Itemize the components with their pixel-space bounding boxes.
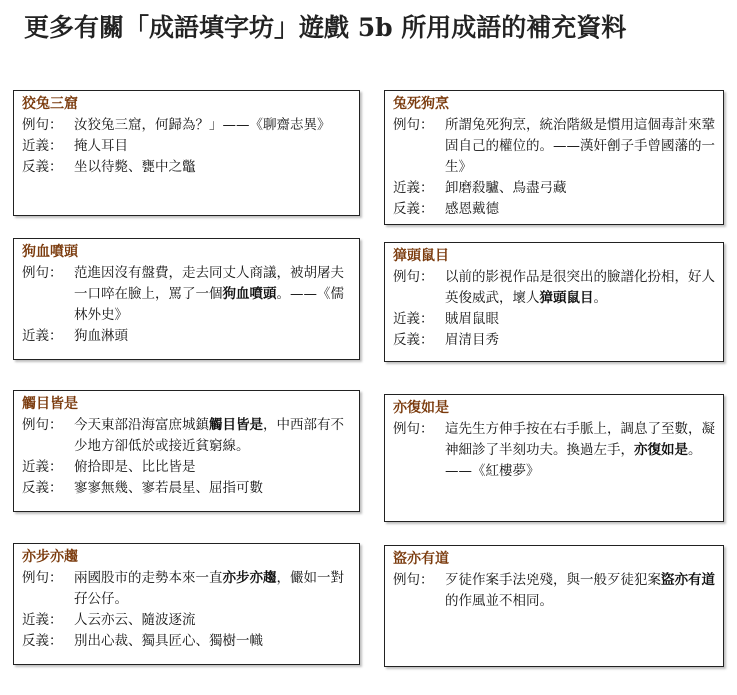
idiom-title: 亦復如是 (393, 400, 449, 416)
idiom-highlight: 獐頭鼠目 (539, 290, 594, 306)
idiom-title: 兔死狗烹 (393, 96, 449, 112)
row-text: 人云亦云、隨波逐流 (74, 612, 196, 628)
row-label: 近義： (22, 328, 63, 344)
row-label: 反義： (22, 480, 63, 496)
text-part: ，儼如一對孖公仔。 (74, 570, 344, 607)
idiom-title: 盜亦有道 (393, 551, 449, 567)
antonym-row (22, 157, 351, 178)
idiom-card-chu-mu-jie-shi (13, 390, 360, 512)
example-row (22, 568, 351, 610)
row-text: 俯拾即是、比比皆是 (74, 459, 196, 475)
idiom-card-zhang-tou-shu-mu (384, 242, 724, 362)
row-label: 反義： (22, 633, 63, 649)
row-label: 例句： (22, 117, 63, 133)
row-label: 反義： (393, 332, 434, 348)
synonym-row (22, 326, 351, 347)
row-label: 例句： (393, 572, 434, 588)
text-part: 這先生方伸手按在右手脈上，調息了至數，凝神細診了半刻功夫。換過左手， (445, 421, 715, 458)
synonym-row (22, 136, 351, 157)
row-text: 寥寥無幾、寥若晨星、屈指可數 (74, 480, 263, 496)
row-text (74, 263, 351, 326)
antonym-row (22, 478, 351, 499)
row-text: 眉清目秀 (445, 332, 499, 348)
text-part: 。——《儒林外史》 (74, 286, 344, 323)
idiom-highlight: 亦復如是 (634, 442, 688, 458)
row-label: 近義： (393, 311, 434, 327)
example-row (22, 115, 351, 136)
idiom-card-yi-fu-ru-shi (384, 394, 724, 522)
row-label: 例句： (393, 117, 434, 133)
row-text: 掩人耳目 (74, 138, 128, 154)
row-text (445, 267, 715, 309)
row-text (74, 568, 351, 610)
row-label: 例句： (22, 417, 63, 433)
page-title: 更多有關「成語填字坊」遊戲 5b 所用成語的補充資料 (24, 13, 627, 42)
idiom-highlight: 亦步亦趨 (222, 570, 277, 586)
row-label: 近義： (22, 459, 63, 475)
row-text: 所謂兔死狗烹，統治階級是慣用這個毒計來鞏固自己的權位的。——漢奸劊子手曾國藩的一生》 (445, 117, 715, 175)
antonym-row (393, 199, 715, 220)
idiom-title: 觸目皆是 (22, 396, 78, 412)
row-text: 坐以待斃、甕中之鼈 (74, 159, 196, 175)
text-part: 歹徒作案手法兇殘，與一般歹徒犯案 (445, 572, 661, 588)
row-label: 近義： (22, 138, 63, 154)
idiom-highlight: 盜亦有道 (661, 572, 715, 588)
idiom-title: 亦步亦趨 (22, 549, 78, 565)
row-label: 反義： (393, 201, 434, 217)
row-label: 例句： (22, 265, 63, 281)
idiom-card-dao-yi-you-dao (384, 545, 724, 667)
synonym-row (22, 610, 351, 631)
idiom-title: 狡兔三窟 (22, 96, 78, 112)
row-label: 例句： (393, 269, 434, 285)
row-text: 汝狡兔三窟，何歸為？」——《聊齋志異》 (74, 117, 331, 133)
row-text (445, 419, 715, 482)
row-label: 例句： (393, 421, 434, 437)
idiom-title: 狗血噴頭 (22, 244, 78, 260)
idiom-card-tu-si-gou-peng (384, 90, 724, 225)
idiom-card-yi-bu-yi-qu (13, 543, 360, 665)
text-part: 以前的影視作品是很突出的臉譜化扮相，好人英俊威武，壞人 (445, 269, 715, 306)
idiom-highlight: 觸目皆是 (209, 417, 263, 433)
row-text: 賊眉鼠眼 (445, 311, 499, 327)
row-text: 狗血淋頭 (74, 328, 128, 344)
row-label: 例句： (22, 570, 63, 586)
example-row (393, 267, 715, 309)
row-label: 反義： (22, 159, 63, 175)
row-text (74, 415, 351, 457)
idiom-card-jiao-tu-san-ku (13, 90, 360, 216)
example-row (393, 570, 715, 612)
row-text: 別出心裁、獨具匠心、獨樹一幟 (74, 633, 263, 649)
example-row (393, 419, 715, 482)
text-part: 今天東部沿海富庶城鎮 (74, 417, 209, 433)
text-part: 兩國股市的走勢本來一直 (74, 570, 223, 586)
synonym-row (393, 178, 715, 199)
example-row (22, 263, 351, 326)
text-part: ，中西部有不少地方卻低於或接近貧窮線。 (74, 417, 344, 454)
antonym-row (22, 631, 351, 652)
idiom-highlight: 狗血噴頭 (222, 286, 277, 302)
text-part: 。——《紅樓夢》 (445, 442, 702, 479)
row-text: 卸磨殺驢、鳥盡弓藏 (445, 180, 567, 196)
example-row (22, 415, 351, 457)
example-row (393, 115, 715, 178)
synonym-row (22, 457, 351, 478)
row-label: 近義： (22, 612, 63, 628)
antonym-row (393, 330, 715, 351)
idiom-title: 獐頭鼠目 (393, 248, 449, 264)
row-text (445, 570, 715, 612)
text-part: 的作風並不相同。 (445, 593, 553, 609)
row-label: 近義： (393, 180, 434, 196)
text-part: 。 (593, 290, 607, 306)
row-text: 感恩戴德 (445, 201, 499, 217)
idiom-card-gou-xue-pen-tou (13, 238, 360, 360)
synonym-row (393, 309, 715, 330)
text-part: 范進因沒有盤費，走去同丈人商議，被胡屠夫一口啐在臉上，罵了一個 (74, 265, 344, 302)
